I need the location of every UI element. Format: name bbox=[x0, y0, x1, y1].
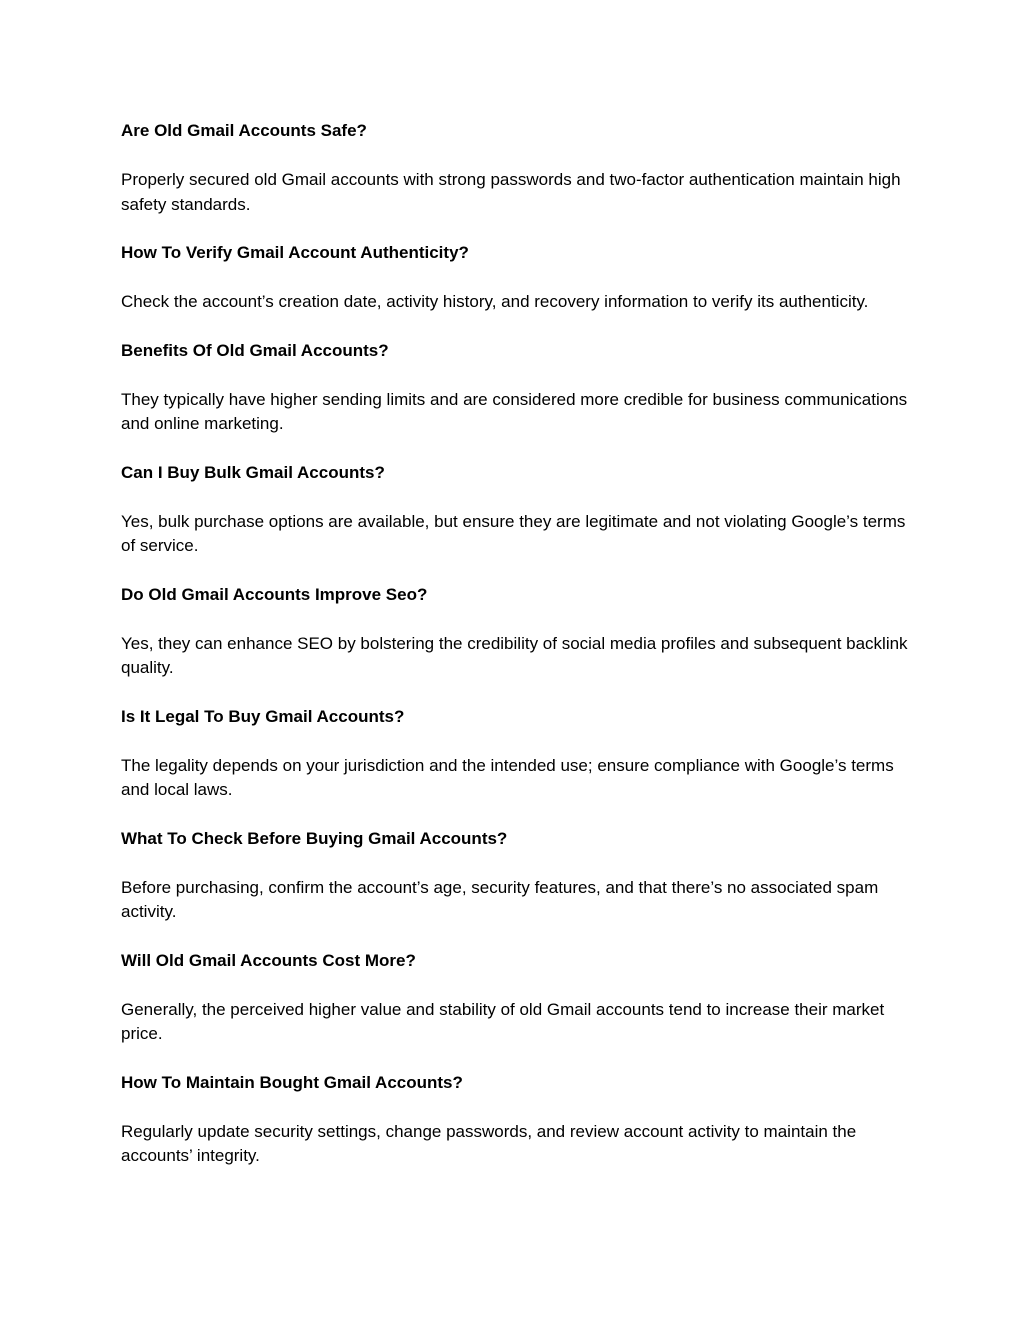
faq-question: Will Old Gmail Accounts Cost More? bbox=[121, 950, 416, 970]
document-page bbox=[121, 119, 911, 1193]
faq-answer: Before purchasing, confirm the account’s age, security features, and that there’s no associated spam activity. bbox=[121, 877, 879, 921]
faq-item bbox=[121, 241, 911, 315]
faq-answer: Properly secured old Gmail accounts with strong passwords and two-factor authentication maintain high safety standards. bbox=[121, 170, 901, 214]
faq-question: Is It Legal To Buy Gmail Accounts? bbox=[121, 706, 405, 726]
faq-answer: Yes, bulk purchase options are available, but ensure they are legitimate and not violating Google’s terms of service. bbox=[121, 511, 906, 555]
faq-question: Benefits Of Old Gmail Accounts? bbox=[121, 340, 389, 360]
faq-answer: The legality depends on your jurisdiction and the intended use; ensure compliance with Google’s terms and local laws. bbox=[121, 755, 894, 799]
faq-item bbox=[121, 119, 911, 217]
faq-item bbox=[121, 339, 911, 437]
faq-question: How To Maintain Bought Gmail Accounts? bbox=[121, 1072, 463, 1092]
faq-item bbox=[121, 705, 911, 803]
faq-item bbox=[121, 827, 911, 925]
faq-item bbox=[121, 461, 911, 559]
faq-answer: They typically have higher sending limits and are considered more credible for business communications and online marketing. bbox=[121, 389, 908, 433]
faq-question: Do Old Gmail Accounts Improve Seo? bbox=[121, 584, 428, 604]
faq-answer: Generally, the perceived higher value and stability of old Gmail accounts tend to increase their market price. bbox=[121, 999, 885, 1043]
faq-question: Can I Buy Bulk Gmail Accounts? bbox=[121, 462, 385, 482]
faq-item bbox=[121, 583, 911, 681]
faq-question: What To Check Before Buying Gmail Accounts? bbox=[121, 828, 508, 848]
faq-question: Are Old Gmail Accounts Safe? bbox=[121, 121, 367, 140]
faq-answer: Check the account’s creation date, activity history, and recovery information to verify its authenticity. bbox=[121, 292, 869, 311]
faq-answer: Regularly update security settings, change passwords, and review account activity to maintain the accounts’ integrity. bbox=[121, 1121, 857, 1165]
faq-question: How To Verify Gmail Account Authenticity? bbox=[121, 243, 469, 262]
faq-answer: Yes, they can enhance SEO by bolstering the credibility of social media profiles and subsequent backlink quality. bbox=[121, 633, 908, 677]
faq-item bbox=[121, 949, 911, 1047]
faq-item bbox=[121, 1071, 911, 1169]
